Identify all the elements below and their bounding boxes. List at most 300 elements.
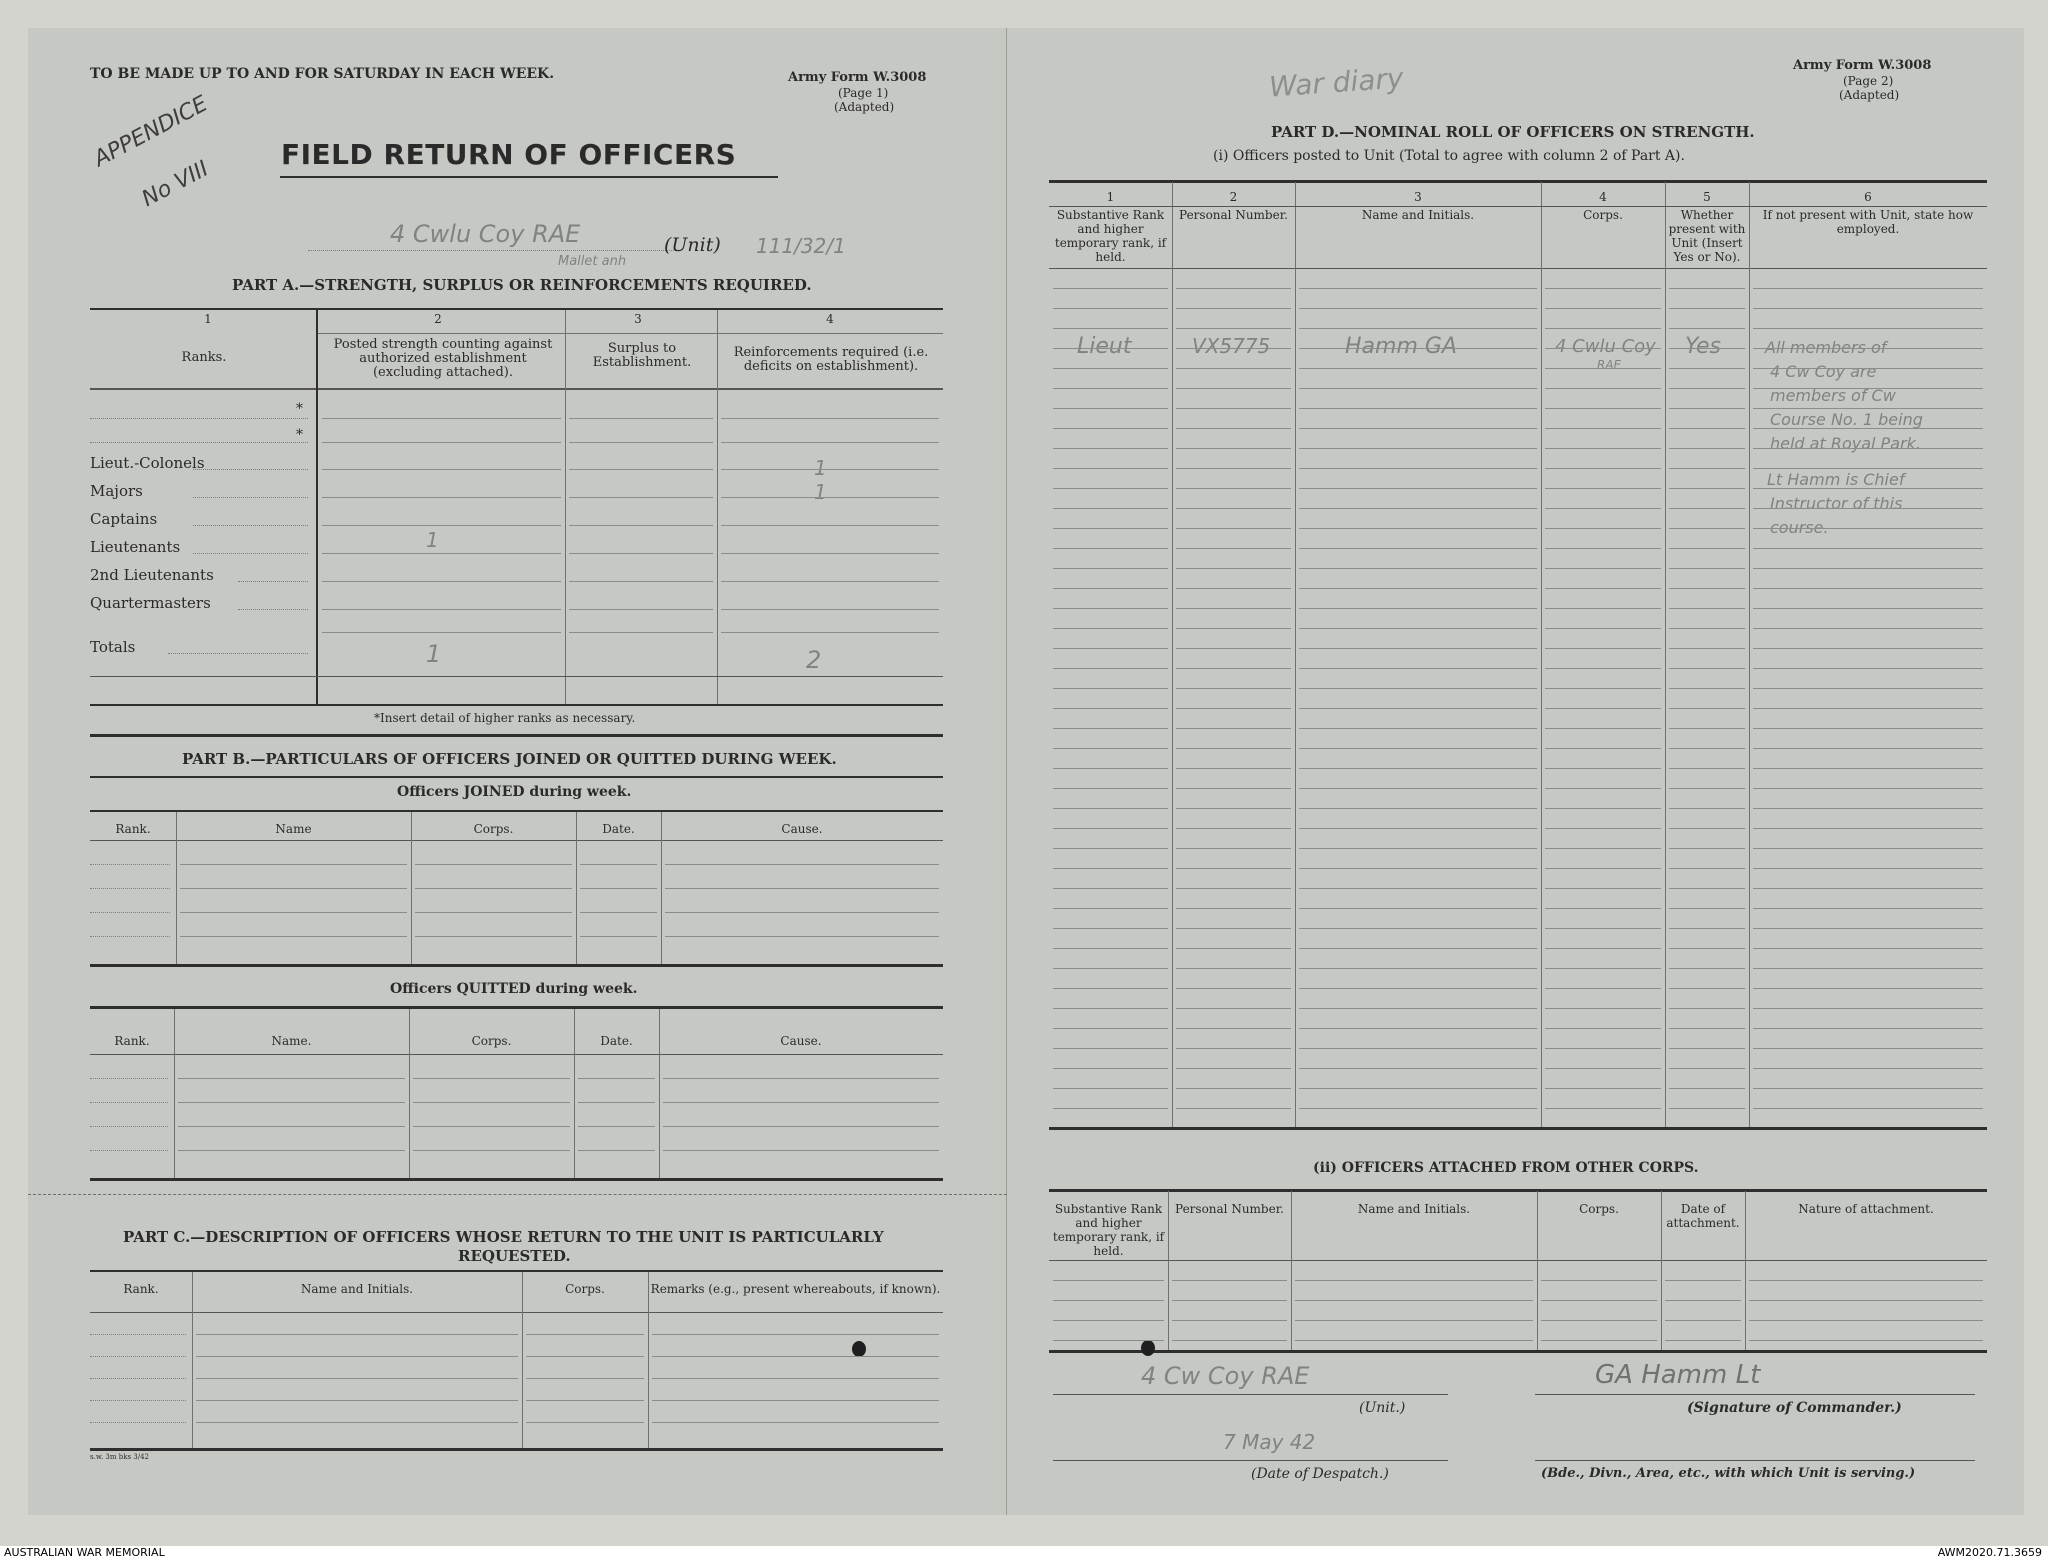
row-rule — [1176, 928, 1291, 929]
row-rule — [1541, 1340, 1657, 1341]
col-number: 5 — [1703, 190, 1711, 204]
row-rule — [413, 1150, 570, 1151]
row-rule — [180, 912, 407, 913]
row-rule — [1176, 448, 1291, 449]
row-rule — [90, 864, 170, 865]
row-rule — [1545, 748, 1661, 749]
row-rule — [90, 1400, 186, 1401]
row-rule — [1299, 708, 1537, 709]
row-rule — [1053, 1280, 1164, 1281]
hw-note-8: course. — [1770, 518, 1829, 537]
column-rule — [1541, 182, 1542, 1127]
row-rule — [1753, 608, 1983, 609]
row-rule — [1753, 808, 1983, 809]
column-rule — [661, 812, 662, 964]
row-rule — [1665, 1340, 1741, 1341]
row-rule — [1545, 308, 1661, 309]
row-rule — [1172, 1340, 1287, 1341]
header-rule — [1049, 268, 1987, 269]
row-rule — [1053, 648, 1168, 649]
row-rule — [1053, 828, 1168, 829]
row-rule — [1753, 848, 1983, 849]
rank-majors: Majors — [90, 482, 143, 500]
row-rule — [569, 418, 713, 419]
row-rule — [415, 888, 572, 889]
row-rule — [1176, 808, 1291, 809]
row-rule — [1669, 448, 1745, 449]
col-header: If not present with Unit, state how employed. — [1762, 208, 1974, 236]
col-header: Substantive Rank and higher temporary rank, if held. — [1054, 208, 1167, 264]
footnote: *Insert detail of higher ranks as necessary. — [374, 711, 636, 725]
row-rule — [569, 632, 713, 633]
row-rule — [721, 609, 939, 610]
row-rule — [1299, 928, 1537, 929]
row-rule — [1299, 748, 1537, 749]
row-rule — [1176, 1008, 1291, 1009]
row-rule — [1053, 548, 1168, 549]
row-rule — [1053, 1108, 1168, 1109]
col-header: Corps. — [565, 1282, 605, 1296]
row-rule — [1753, 548, 1983, 549]
row-rule — [1669, 608, 1745, 609]
row-rule — [90, 1334, 186, 1335]
hw-entry-name: Hamm GA — [1345, 334, 1457, 359]
unit-handwriting-sub: Mallet anh — [558, 254, 627, 269]
col-header: Date. — [600, 1034, 633, 1048]
hw-note-4: Course No. 1 being — [1770, 410, 1923, 429]
row-rule — [413, 1078, 570, 1079]
row-rule — [1753, 1108, 1983, 1109]
col-header: Rank. — [115, 822, 151, 836]
col-header: Personal Number. — [1175, 1202, 1284, 1216]
row-rule — [1545, 648, 1661, 649]
asterisk: * — [296, 427, 303, 443]
col-header: Cause. — [781, 822, 823, 836]
row-rule — [1176, 588, 1291, 589]
row-rule — [1053, 1068, 1168, 1069]
row-rule — [90, 936, 170, 937]
row-rule — [1669, 288, 1745, 289]
col-header: Nature of attachment. — [1798, 1202, 1934, 1216]
row-rule — [413, 1126, 570, 1127]
row-rule — [1299, 788, 1537, 789]
column-rule — [1537, 1191, 1538, 1350]
row-rule — [526, 1400, 644, 1401]
row-rule — [1541, 1280, 1657, 1281]
row-rule — [90, 1102, 168, 1103]
header-rule — [90, 1312, 943, 1313]
row-rule — [1753, 508, 1983, 509]
row-rule — [1753, 1028, 1983, 1029]
row-rule — [1541, 1320, 1657, 1321]
col-number: 3 — [1414, 190, 1422, 204]
instruction-text: TO BE MADE UP TO AND FOR SATURDAY IN EACH WEEK. — [90, 66, 555, 82]
row-rule — [652, 1356, 939, 1357]
row-rule — [1053, 1088, 1168, 1089]
col-header: Rank. — [123, 1282, 159, 1296]
row-rule — [1176, 968, 1291, 969]
row-rule — [1545, 948, 1661, 949]
row-rule — [1669, 368, 1745, 369]
print-code: s.w. 3m bks 3/42 — [90, 1453, 150, 1461]
row-rule — [1176, 308, 1291, 309]
row-rule — [1053, 288, 1168, 289]
row-rule — [1053, 368, 1168, 369]
row-rule — [90, 1150, 168, 1151]
row-rule — [1053, 748, 1168, 749]
row-rule — [1545, 388, 1661, 389]
row-rule — [1176, 688, 1291, 689]
column-rule — [409, 1009, 410, 1178]
row-rule — [1753, 828, 1983, 829]
row-rule — [1753, 648, 1983, 649]
row-rule — [1669, 668, 1745, 669]
col-header-reinforcements: Reinforcements required (i.e. deficits on establishment). — [733, 345, 929, 374]
row-rule — [196, 1422, 518, 1423]
col-header: Name. — [271, 1034, 312, 1048]
row-rule — [1299, 548, 1537, 549]
row-rule — [1172, 1280, 1287, 1281]
part-d-heading: PART D.—NOMINAL ROLL OF OFFICERS ON STRENGTH. — [1271, 123, 1755, 141]
col-number: 4 — [826, 312, 834, 326]
row-rule — [1053, 988, 1168, 989]
row-rule — [721, 553, 939, 554]
hw-entry-present: Yes — [1685, 334, 1722, 359]
row-rule — [1669, 1068, 1745, 1069]
hw-note-3: members of Cw — [1770, 386, 1896, 405]
page-label: (Page 2) — [1843, 74, 1894, 88]
sign-unit-label: (Unit.) — [1359, 1400, 1406, 1416]
row-rule — [1669, 768, 1745, 769]
row-rule — [1176, 728, 1291, 729]
column-rule — [1665, 182, 1666, 1127]
row-rule — [1299, 648, 1537, 649]
row-rule — [1669, 708, 1745, 709]
row-rule — [178, 1126, 405, 1127]
hw-entry-number: VX5775 — [1192, 334, 1271, 358]
row-rule — [1053, 388, 1168, 389]
row-rule — [1176, 468, 1291, 469]
row-rule — [652, 1400, 939, 1401]
row-rule — [1053, 348, 1168, 349]
row-rule — [1053, 428, 1168, 429]
row-rule — [665, 864, 939, 865]
row-rule — [721, 469, 939, 470]
row-rule — [1753, 368, 1983, 369]
row-rule — [1176, 788, 1291, 789]
row-rule — [663, 1078, 939, 1079]
row-rule — [1545, 668, 1661, 669]
row-rule — [1545, 608, 1661, 609]
col-header: Rank. — [114, 1034, 150, 1048]
row-rule — [1545, 688, 1661, 689]
row-rule — [1176, 388, 1291, 389]
col-header: Corps. — [1583, 208, 1623, 222]
row-rule — [1753, 308, 1983, 309]
row-rule — [1299, 408, 1537, 409]
rank-captains: Captains — [90, 510, 158, 528]
row-rule — [1053, 1028, 1168, 1029]
rank-lieutenants: Lieutenants — [90, 538, 181, 556]
row-rule — [1753, 388, 1983, 389]
unit-line — [308, 250, 678, 251]
column-rule — [1291, 1191, 1292, 1350]
row-rule — [578, 1078, 655, 1079]
unit-handwriting: 4 Cwlu Coy RAE — [390, 220, 581, 248]
row-rule — [1295, 1320, 1533, 1321]
form-id: Army Form W.3008 — [788, 70, 927, 85]
column-rule — [1295, 182, 1296, 1127]
col-number: 3 — [634, 312, 642, 326]
row-rule — [1545, 908, 1661, 909]
hw-note-6: Lt Hamm is Chief — [1767, 470, 1905, 489]
row-rule — [322, 581, 561, 582]
row-rule — [1176, 748, 1291, 749]
row-rule — [1545, 1048, 1661, 1049]
row-rule — [1053, 708, 1168, 709]
hw-entry-corps: 4 Cwlu Coy — [1555, 336, 1656, 357]
row-rule — [1545, 1108, 1661, 1109]
row-rule — [1299, 948, 1537, 949]
row-rule — [580, 888, 657, 889]
row-rule — [1053, 1320, 1164, 1321]
row-rule — [1295, 1340, 1533, 1341]
row-rule — [1753, 588, 1983, 589]
column-rule — [522, 1272, 523, 1448]
sign-commander-label: (Signature of Commander.) — [1687, 1400, 1902, 1416]
row-rule — [569, 525, 713, 526]
row-rule — [1299, 328, 1537, 329]
part-d-subheading: (i) Officers posted to Unit (Total to agree with column 2 of Part A). — [1213, 148, 1685, 164]
row-rule — [1665, 1320, 1741, 1321]
row-rule — [90, 1356, 186, 1357]
row-rule — [1176, 348, 1291, 349]
hw-sign-unit: 4 Cw Coy RAE — [1141, 1362, 1310, 1390]
row-rule — [1545, 528, 1661, 529]
row-rule — [1753, 468, 1983, 469]
row-rule — [578, 1126, 655, 1127]
footer-right: AWM2020.71.3659 — [1937, 1546, 2042, 1559]
row-rule — [1753, 528, 1983, 529]
row-rule — [1753, 908, 1983, 909]
row-rule — [1053, 528, 1168, 529]
row-rule — [1665, 1280, 1741, 1281]
col-header: Name and Initials. — [1361, 208, 1475, 222]
row-rule — [569, 609, 713, 610]
row-rule — [578, 1102, 655, 1103]
row-rule — [1753, 868, 1983, 869]
row-rule — [1299, 848, 1537, 849]
col-header-posted-strength: Posted strength counting against authorized establishment (excluding attached). — [333, 337, 553, 380]
row-rule — [1053, 908, 1168, 909]
row-rule — [1669, 888, 1745, 889]
row-rule — [1545, 1008, 1661, 1009]
row-rule — [1299, 688, 1537, 689]
row-rule — [1753, 748, 1983, 749]
row-rule — [180, 864, 407, 865]
perforation-line — [28, 1194, 1007, 1195]
row-rule — [1176, 828, 1291, 829]
row-rule — [1299, 1028, 1537, 1029]
row-rule — [1545, 488, 1661, 489]
row-rule — [1176, 408, 1291, 409]
row-rule — [1669, 728, 1745, 729]
row-rule — [322, 418, 561, 419]
col-header-ranks: Ranks. — [181, 350, 227, 365]
col-header: Corps. — [473, 822, 514, 836]
row-rule — [1053, 588, 1168, 589]
row-rule — [1669, 688, 1745, 689]
row-rule — [1749, 1320, 1983, 1321]
row-rule — [180, 888, 407, 889]
row-rule — [1753, 1068, 1983, 1069]
part-d-ii-heading: (ii) OFFICERS ATTACHED FROM OTHER CORPS. — [1313, 1160, 1699, 1176]
column-rule — [648, 1272, 649, 1448]
col-header: Substantive Rank and higher temporary rank, if held. — [1052, 1202, 1165, 1258]
row-rule — [1176, 1088, 1291, 1089]
hw-total-posted: 1 — [426, 640, 442, 668]
row-rule — [1753, 448, 1983, 449]
row-rule — [569, 581, 713, 582]
row-rule — [1176, 668, 1291, 669]
war-diary-handwriting: War diary — [1268, 61, 1405, 104]
adapted-label: (Adapted) — [1839, 88, 1900, 102]
row-rule — [1176, 988, 1291, 989]
row-rule — [1053, 1048, 1168, 1049]
row-rule — [1545, 928, 1661, 929]
adapted-label: (Adapted) — [834, 100, 895, 114]
row-rule — [1545, 348, 1661, 349]
part-b-heading: PART B.—PARTICULARS OF OFFICERS JOINED OR QUITTED DURING WEEK. — [182, 750, 837, 768]
row-rule — [1176, 328, 1291, 329]
row-rule — [526, 1422, 644, 1423]
row-rule — [1669, 1008, 1745, 1009]
col-number: 1 — [204, 312, 212, 326]
row-rule — [90, 1078, 168, 1079]
row-rule — [1299, 1008, 1537, 1009]
row-rule — [1176, 768, 1291, 769]
col-header: Remarks (e.g., present whereabouts, if known). — [650, 1282, 941, 1296]
row-rule — [1545, 848, 1661, 849]
row-rule — [1053, 868, 1168, 869]
row-rule — [1669, 488, 1745, 489]
row-rule — [1753, 568, 1983, 569]
row-rule — [1753, 728, 1983, 729]
row-rule — [526, 1378, 644, 1379]
header-rule — [1049, 206, 1987, 207]
row-rule — [1299, 988, 1537, 989]
row-rule — [322, 553, 561, 554]
row-rule — [1299, 468, 1537, 469]
row-rule — [1753, 988, 1983, 989]
row-rule — [1541, 1300, 1657, 1301]
row-rule — [196, 1334, 518, 1335]
row-rule — [322, 525, 561, 526]
row-rule — [1053, 1340, 1164, 1341]
unit-label: (Unit) — [664, 234, 721, 256]
row-rule — [1669, 408, 1745, 409]
column-rule — [574, 1009, 575, 1178]
row-rule — [1669, 748, 1745, 749]
page-label: (Page 1) — [838, 86, 889, 100]
footer-left: AUSTRALIAN WAR MEMORIAL — [4, 1546, 165, 1559]
row-rule — [1753, 968, 1983, 969]
quitted-heading: Officers QUITTED during week. — [390, 981, 638, 997]
row-rule — [1545, 1068, 1661, 1069]
row-rule — [1669, 968, 1745, 969]
row-rule — [1545, 288, 1661, 289]
row-rule — [1299, 448, 1537, 449]
hw-entry-rank: Lieut — [1077, 334, 1132, 359]
row-rule — [1053, 968, 1168, 969]
row-rule — [1669, 948, 1745, 949]
row-rule — [1299, 388, 1537, 389]
part-c-heading-line2: REQUESTED. — [458, 1247, 571, 1265]
row-rule — [1053, 768, 1168, 769]
row-rule — [1176, 1068, 1291, 1069]
row-rule — [1749, 1280, 1983, 1281]
row-rule — [1669, 508, 1745, 509]
row-rule — [1545, 1088, 1661, 1089]
row-rule — [1176, 1048, 1291, 1049]
row-rule — [1053, 508, 1168, 509]
row-rule — [1669, 908, 1745, 909]
row-rule — [569, 497, 713, 498]
row-rule — [1299, 628, 1537, 629]
row-rule — [578, 1150, 655, 1151]
row-rule — [1753, 1008, 1983, 1009]
col-number: 4 — [1599, 190, 1607, 204]
row-rule — [415, 864, 572, 865]
row-rule — [1299, 888, 1537, 889]
col-header: Corps. — [471, 1034, 512, 1048]
row-rule — [1545, 828, 1661, 829]
hw-lc-reinforcements: 1 — [814, 456, 827, 480]
row-rule — [1669, 988, 1745, 989]
column-rule — [411, 812, 412, 964]
row-rule — [1053, 848, 1168, 849]
row-rule — [1299, 488, 1537, 489]
row-rule — [1669, 628, 1745, 629]
row-rule — [1545, 708, 1661, 709]
row-rule — [1545, 888, 1661, 889]
row-rule — [1749, 1340, 1983, 1341]
row-rule — [1295, 1300, 1533, 1301]
row-rule — [1299, 568, 1537, 569]
row-rule — [1176, 608, 1291, 609]
row-rule — [1299, 1088, 1537, 1089]
row-rule — [178, 1150, 405, 1151]
rank-2nd-lieutenants: 2nd Lieutenants — [90, 566, 214, 584]
row-rule — [178, 1078, 405, 1079]
row-rule — [569, 553, 713, 554]
row-rule — [1176, 548, 1291, 549]
column-rule — [192, 1272, 193, 1448]
form-page-2 — [1007, 28, 2024, 1515]
row-rule — [1669, 648, 1745, 649]
row-rule — [1299, 1108, 1537, 1109]
row-rule — [1053, 608, 1168, 609]
row-rule — [1545, 808, 1661, 809]
row-rule — [721, 632, 939, 633]
row-rule — [1176, 508, 1291, 509]
row-rule — [1053, 728, 1168, 729]
row-rule — [663, 1150, 939, 1151]
row-rule — [1669, 528, 1745, 529]
col-header: Name and Initials. — [300, 1282, 414, 1296]
row-rule — [1299, 728, 1537, 729]
row-rule — [322, 469, 561, 470]
